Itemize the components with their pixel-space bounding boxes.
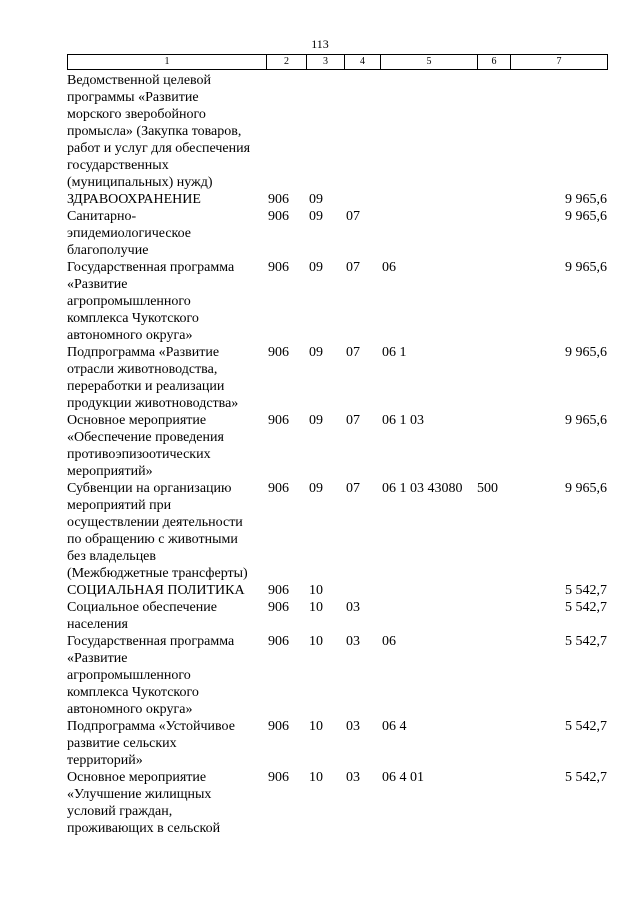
row-name: Подпрограмма «Развитие отрасли животноводства, переработки и реализации продукции животноводства»	[67, 345, 239, 411]
table-row	[67, 191, 607, 208]
column-header: 7	[511, 55, 608, 70]
row-code-5: 06 1 03	[382, 413, 424, 428]
column-header: 6	[478, 55, 511, 70]
row-code-6: 500	[477, 481, 498, 496]
row-amount: 9 965,6	[565, 345, 607, 360]
row-code-5	[380, 208, 477, 259]
row-code-3: 10	[309, 770, 323, 785]
row-name: Социальное обеспечение населения	[67, 600, 217, 632]
row-code-3: 10	[309, 600, 323, 615]
table-row	[67, 582, 607, 599]
table-row	[67, 259, 607, 344]
row-code-4	[344, 72, 380, 191]
table-row	[67, 72, 607, 191]
column-header: 1	[68, 55, 267, 70]
row-code-5	[380, 599, 477, 633]
page-number: 113	[311, 37, 329, 51]
table-row	[67, 769, 607, 837]
row-code-6	[477, 718, 510, 769]
row-code-2: 906	[268, 192, 289, 207]
row-amount: 5 542,7	[565, 770, 607, 785]
row-code-3: 09	[309, 192, 323, 207]
row-amount: 9 965,6	[565, 209, 607, 224]
row-code-2: 906	[268, 719, 289, 734]
row-code-2: 906	[268, 260, 289, 275]
row-code-3: 09	[309, 345, 323, 360]
row-code-5: 06 1 03 43080	[382, 481, 463, 496]
table-row	[67, 599, 607, 633]
row-code-4: 07	[346, 413, 360, 428]
row-name: Государственная программа «Развитие агропромышленного комплекса Чукотского автономного округа»	[67, 260, 235, 343]
row-name: Основное мероприятие «Улучшение жилищных условий граждан, проживающих в сельской	[67, 770, 221, 836]
row-code-2: 906	[268, 345, 289, 360]
row-name: Субвенции на организацию мероприятий при осуществлении деятельности по обращению с животными без владельцев (Межбюджетные трансферты)	[67, 481, 248, 581]
row-code-3: 09	[309, 481, 323, 496]
column-header: 5	[381, 55, 478, 70]
row-name: СОЦИАЛЬНАЯ ПОЛИТИКА	[67, 583, 245, 598]
table-row	[67, 412, 607, 480]
row-code-3: 10	[309, 719, 323, 734]
row-code-6	[477, 412, 510, 480]
column-header: 4	[345, 55, 381, 70]
row-amount: 9 965,6	[565, 481, 607, 496]
row-code-4	[344, 191, 380, 208]
table-row	[67, 344, 607, 412]
row-code-4: 07	[346, 209, 360, 224]
row-code-2: 906	[268, 583, 289, 598]
row-code-6	[477, 259, 510, 344]
row-code-4: 07	[346, 481, 360, 496]
row-name: ЗДРАВООХРАНЕНИЕ	[67, 192, 201, 207]
row-code-5: 06 1	[382, 345, 407, 360]
row-name: Санитарно- эпидемиологическое благополучие	[67, 209, 192, 258]
row-code-4: 03	[346, 634, 360, 649]
row-code-2: 906	[268, 634, 289, 649]
row-amount: 5 542,7	[565, 634, 607, 649]
column-header-table	[67, 54, 608, 70]
row-name: Подпрограмма «Устойчивое развитие сельских территорий»	[67, 719, 235, 768]
row-code-4: 03	[346, 770, 360, 785]
budget-table	[67, 72, 607, 837]
row-code-6	[477, 582, 510, 599]
row-code-6	[477, 208, 510, 259]
row-code-2: 906	[268, 770, 289, 785]
table-row	[67, 208, 607, 259]
row-name: Основное мероприятие «Обеспечение проведения противоэпизоотических мероприятий»	[67, 413, 224, 479]
row-code-4	[344, 582, 380, 599]
row-code-6	[477, 633, 510, 718]
row-code-5: 06	[382, 634, 396, 649]
row-code-3	[306, 72, 344, 191]
row-amount	[510, 72, 607, 191]
row-code-2: 906	[268, 600, 289, 615]
row-code-6	[477, 769, 510, 837]
row-code-3: 09	[309, 260, 323, 275]
row-name: Государственная программа «Развитие агропромышленного комплекса Чукотского автономного округа»	[67, 634, 235, 717]
row-code-2: 906	[268, 481, 289, 496]
row-code-5: 06	[382, 260, 396, 275]
table-row	[67, 718, 607, 769]
row-amount: 9 965,6	[565, 413, 607, 428]
row-code-6	[477, 191, 510, 208]
row-code-5	[380, 72, 477, 191]
column-header-row	[68, 55, 608, 70]
column-header: 2	[267, 55, 307, 70]
row-amount: 5 542,7	[565, 719, 607, 734]
row-code-5: 06 4	[382, 719, 407, 734]
row-code-2: 906	[268, 413, 289, 428]
row-amount: 9 965,6	[565, 260, 607, 275]
row-code-4: 03	[346, 600, 360, 615]
table-row	[67, 633, 607, 718]
row-amount: 5 542,7	[565, 600, 607, 615]
row-code-3: 09	[309, 209, 323, 224]
row-amount: 9 965,6	[565, 192, 607, 207]
row-amount: 5 542,7	[565, 583, 607, 598]
table-row	[67, 480, 607, 582]
row-name: Ведомственной целевой программы «Развитие морского зверобойного промысла» (Закупка товаров, работ и услуг для обеспечения государственных (муниципальных) нужд)	[67, 73, 251, 190]
row-code-4: 07	[346, 260, 360, 275]
row-code-5: 06 4 01	[382, 770, 424, 785]
row-code-3: 10	[309, 634, 323, 649]
row-code-3: 09	[309, 413, 323, 428]
row-code-4: 07	[346, 345, 360, 360]
row-code-2: 906	[268, 209, 289, 224]
row-code-6	[477, 72, 510, 191]
row-code-6	[477, 599, 510, 633]
row-code-3: 10	[309, 583, 323, 598]
row-code-2	[266, 72, 306, 191]
row-code-5	[380, 191, 477, 208]
row-code-4: 03	[346, 719, 360, 734]
row-code-5	[380, 582, 477, 599]
row-code-6	[477, 344, 510, 412]
column-header: 3	[307, 55, 345, 70]
